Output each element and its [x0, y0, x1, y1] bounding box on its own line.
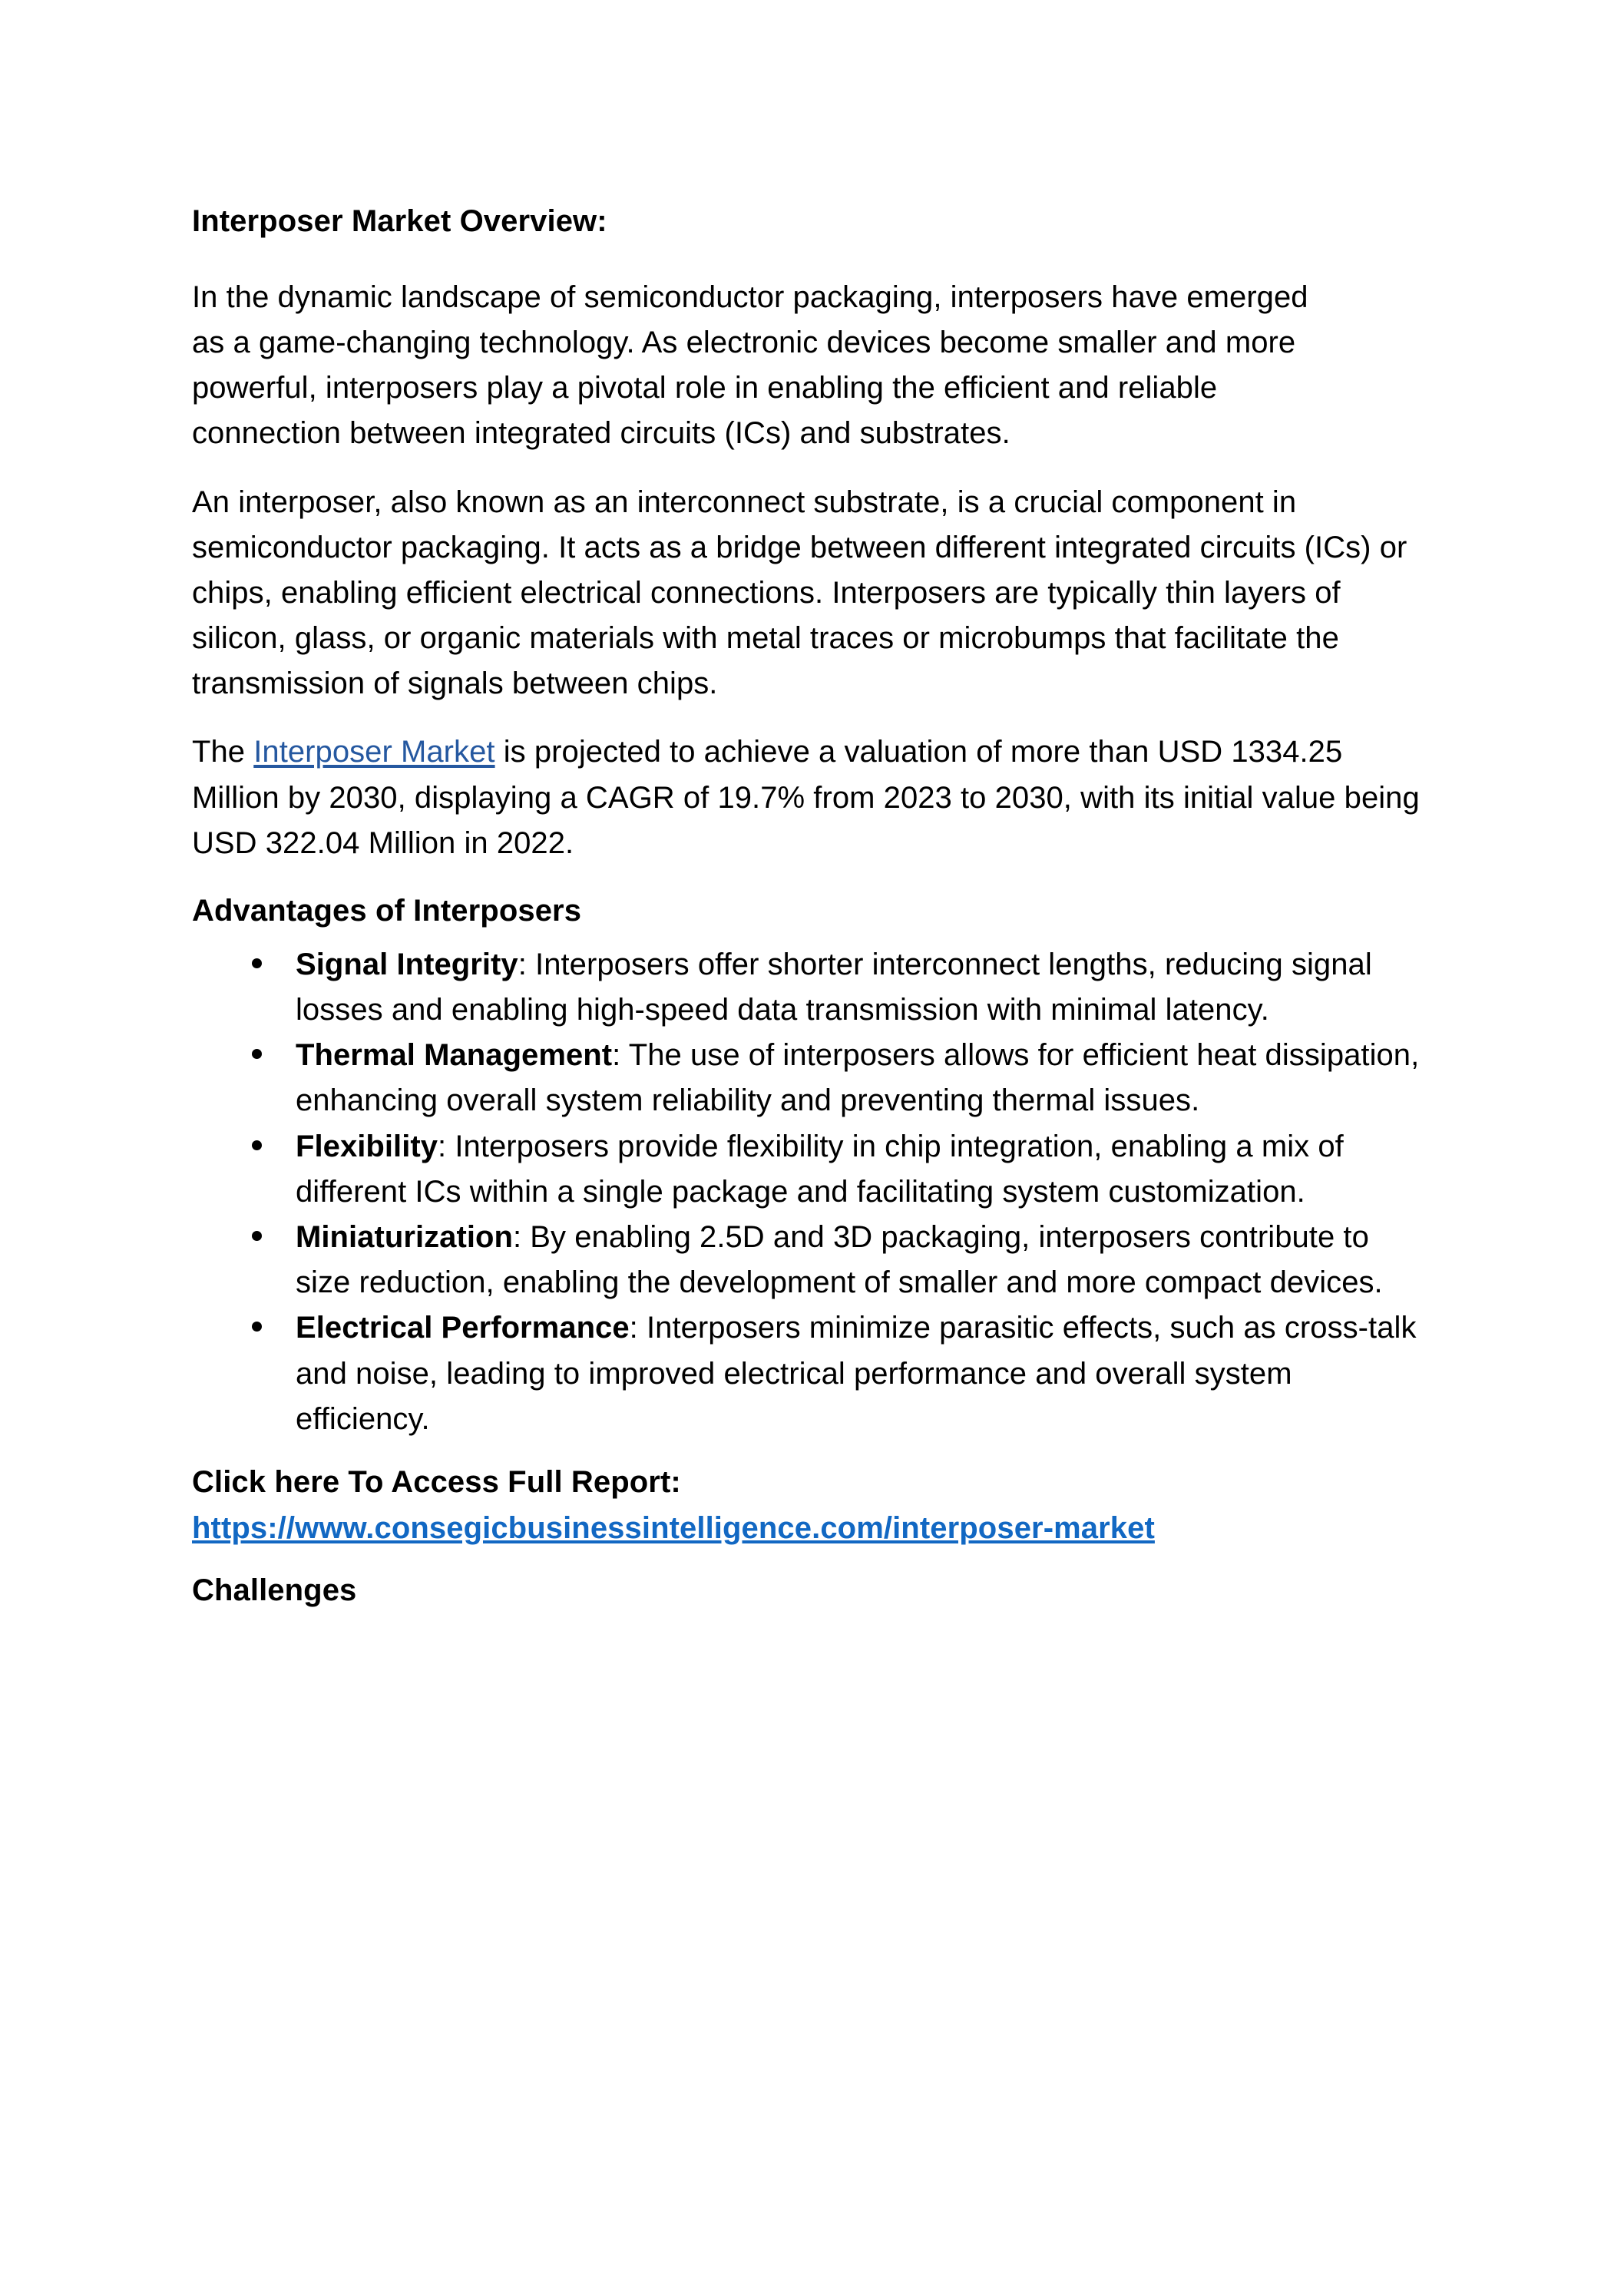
list-item	[192, 942, 1432, 1033]
list-item-term: Flexibility	[296, 1129, 438, 1163]
paragraph-valuation-suffix: is projected to achieve a valuation of more than USD 1334.25 Million by 2030, displaying a CAGR of 19.7% from 2023 to 2030, with its initial value being USD 322.04 Million in 2022.	[192, 735, 1420, 860]
list-item	[192, 1215, 1432, 1305]
bullet-dot-icon	[252, 1140, 262, 1150]
spacer	[192, 242, 1432, 275]
list-item-term: Thermal Management	[296, 1038, 613, 1073]
list-item	[192, 1124, 1432, 1215]
spacer	[192, 931, 1432, 942]
cta-heading: Click here To Access Full Report:	[192, 1464, 681, 1499]
spacer	[192, 457, 1432, 480]
list-item-description: : Interposers offer shorter interconnect lengths, reducing signal losses and enabling high-speed data transmission with minimal latency.	[296, 947, 1372, 1027]
spacer	[192, 706, 1432, 729]
advantages-heading: Advantages of Interposers	[192, 894, 582, 928]
full-report-url-link[interactable]: https://www.consegicbusinessintelligence.com/interposer-market	[192, 1510, 1155, 1545]
challenges-heading: Challenges	[192, 1573, 357, 1607]
list-item-description: : Interposers minimize parasitic effects, such as cross-talk and noise, leading to improved electrical performance and overall system efficiency.	[296, 1311, 1417, 1436]
interposer-market-link[interactable]: Interposer Market	[253, 735, 495, 769]
bullet-dot-icon	[252, 1049, 262, 1059]
bullet-dot-icon	[252, 958, 262, 968]
spacer	[192, 1549, 1432, 1570]
advantages-list	[192, 942, 1432, 1442]
document-body	[192, 201, 1432, 1611]
spacer	[192, 1442, 1432, 1462]
list-item	[192, 1305, 1432, 1442]
paragraph-definition: An interposer, also known as an interconnect substrate, is a crucial component in semiconductor packaging. It acts as a bridge between different integrated circuits (ICs) or chips, enabling efficient electrical connections. Interposers are typically thin layers of silicon, glass, or organic materials with metal traces or microbumps that facilitate the transmission of signals between chips.	[192, 485, 1407, 701]
paragraph-intro: In the dynamic landscape of semiconductor packaging, interposers have emerged as a game-changing technology. As electronic devices become smaller and more powerful, interposers play a pivotal role in enabling the efficient and reliable connection between integrated circuits (ICs) and substrates.	[192, 280, 1308, 451]
paragraph-valuation	[192, 729, 1432, 866]
list-item-term: Miniaturization	[296, 1219, 513, 1254]
bullet-dot-icon	[252, 1231, 262, 1241]
list-item-term: Signal Integrity	[296, 947, 518, 981]
list-item-description: : Interposers provide flexibility in chip integration, enabling a mix of different ICs within a single package and facilitating system customization.	[296, 1129, 1344, 1209]
list-item-description: : By enabling 2.5D and 3D packaging, interposers contribute to size reduction, enabling the development of smaller and more compact devices.	[296, 1219, 1383, 1300]
overview-heading: Interposer Market Overview:	[192, 204, 607, 238]
bullet-dot-icon	[252, 1322, 262, 1332]
list-item-description: : The use of interposers allows for efficient heat dissipation, enhancing overall system reliability and preventing thermal issues.	[296, 1038, 1420, 1118]
spacer	[192, 866, 1432, 891]
list-item-term: Electrical Performance	[296, 1311, 630, 1345]
paragraph-valuation-prefix: The	[192, 735, 254, 769]
list-item	[192, 1033, 1432, 1123]
